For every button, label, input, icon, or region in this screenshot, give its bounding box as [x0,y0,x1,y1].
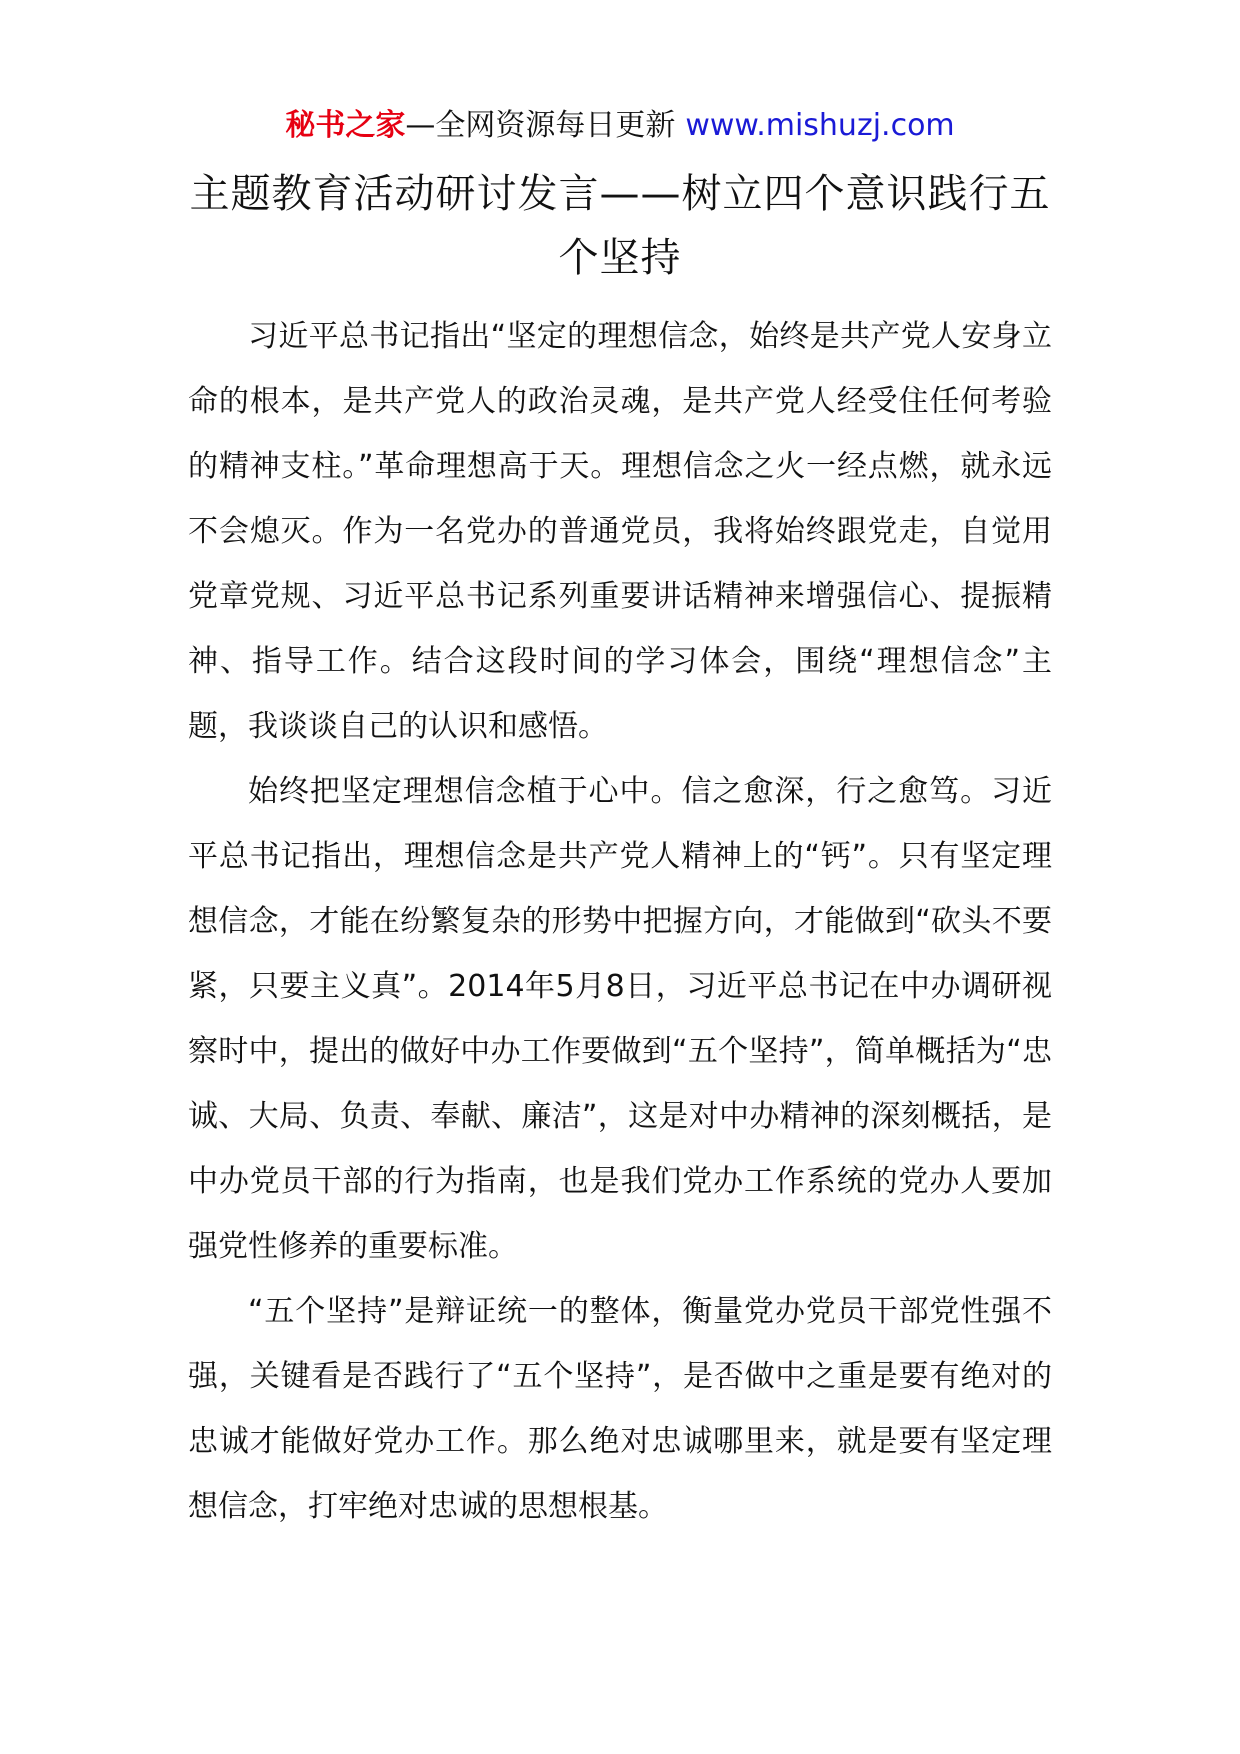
paragraph-1: 习近平总书记指出“坚定的理想信念，始终是共产党人安身立命的根本，是共产党人的政治灵魂，是共产党人经受住任何考验的精神支柱。”革命理想高于天。理想信念之火一经点燃，就永远不会熄灭。作为一名党办的普通党员，我将始终跟党走，自觉用党章党规、习近平总书记系列重要讲话精神来增强信心、提振精神、指导工作。结合这段时间的学习体会，围绕“理想信念”主题，我谈谈自己的认识和感悟。 [188,319,1052,744]
paragraph-2: 始终把坚定理想信念植于心中。信之愈深，行之愈笃。习近平总书记指出，理想信念是共产党人精神上的“钙”。只有坚定理想信念，才能在纷繁复杂的形势中把握方向，才能做到“砍头不要紧，只要主义真”。2014年5月8日，习近平总书记在中办调研视察时中，提出的做好中办工作要做到“五个坚持”，简单概括为“忠诚、大局、负责、奉献、廉洁”，这是对中办精神的深刻概括，是中办党员干部的行为指南，也是我们党办工作系统的党办人要加强党性修养的重要标准。 [188,774,1052,1264]
document-title: 主题教育活动研讨发言——树立四个意识践行五个坚持 [189,171,1051,281]
site-header [188,104,1052,148]
paragraph-3: “五个坚持”是辩证统一的整体，衡量党办党员干部党性强不强，关键看是否践行了“五个坚持”，是否做中之重是要有绝对的忠诚才能做好党办工作。那么绝对忠诚哪里来，就是要有坚定理想信念，打牢绝对忠诚的思想根基。 [188,1294,1052,1524]
site-url-link[interactable]: www.mishuzj.com [685,108,955,143]
site-tagline: —全网资源每日更新 [405,108,676,143]
site-brand: 秘书之家 [285,108,406,143]
